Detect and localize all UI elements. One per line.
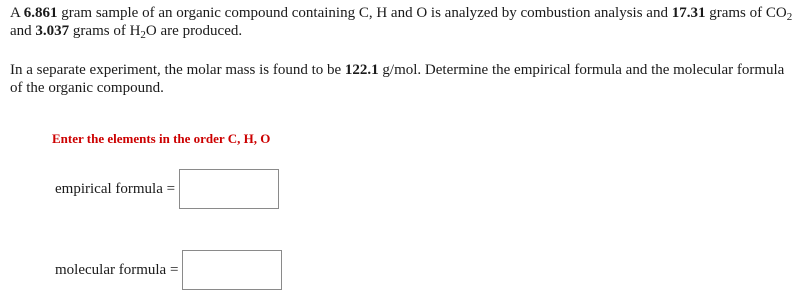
element-order-instruction: Enter the elements in the order C, H, O [52, 131, 271, 146]
question-paragraph-1 [10, 4, 800, 40]
question-text: and [10, 23, 36, 39]
molecular-formula-input[interactable] [182, 250, 282, 290]
molecular-formula-row [55, 250, 282, 290]
question-text: g/mol. Determine the empirical formula and the molecular formula of the organic compound. [10, 62, 785, 96]
question-text: grams of CO [705, 5, 787, 21]
question-text: A [10, 5, 24, 21]
molar-mass-value: 122.1 [344, 62, 379, 78]
empirical-formula-label: empirical formula = [55, 181, 176, 197]
co2-mass-value: 17.31 [671, 5, 706, 21]
h2o-subscript: 2 [140, 29, 146, 41]
question-paragraph-2 [10, 61, 800, 97]
h2o-mass-value: 3.037 [35, 23, 70, 39]
question-text: In a separate experiment, the molar mass is found to be [10, 62, 345, 78]
question-text: O are produced. [145, 23, 243, 39]
co2-subscript: 2 [786, 11, 793, 23]
sample-mass-value: 6.861 [23, 5, 58, 21]
empirical-formula-input[interactable] [179, 169, 279, 209]
molecular-formula-label: molecular formula = [55, 262, 179, 278]
empirical-formula-row [55, 169, 279, 209]
question-text: grams of H [69, 23, 141, 39]
question-text: gram sample of an organic compound containing C, H and O is analyzed by combustion analysis and [57, 5, 672, 21]
